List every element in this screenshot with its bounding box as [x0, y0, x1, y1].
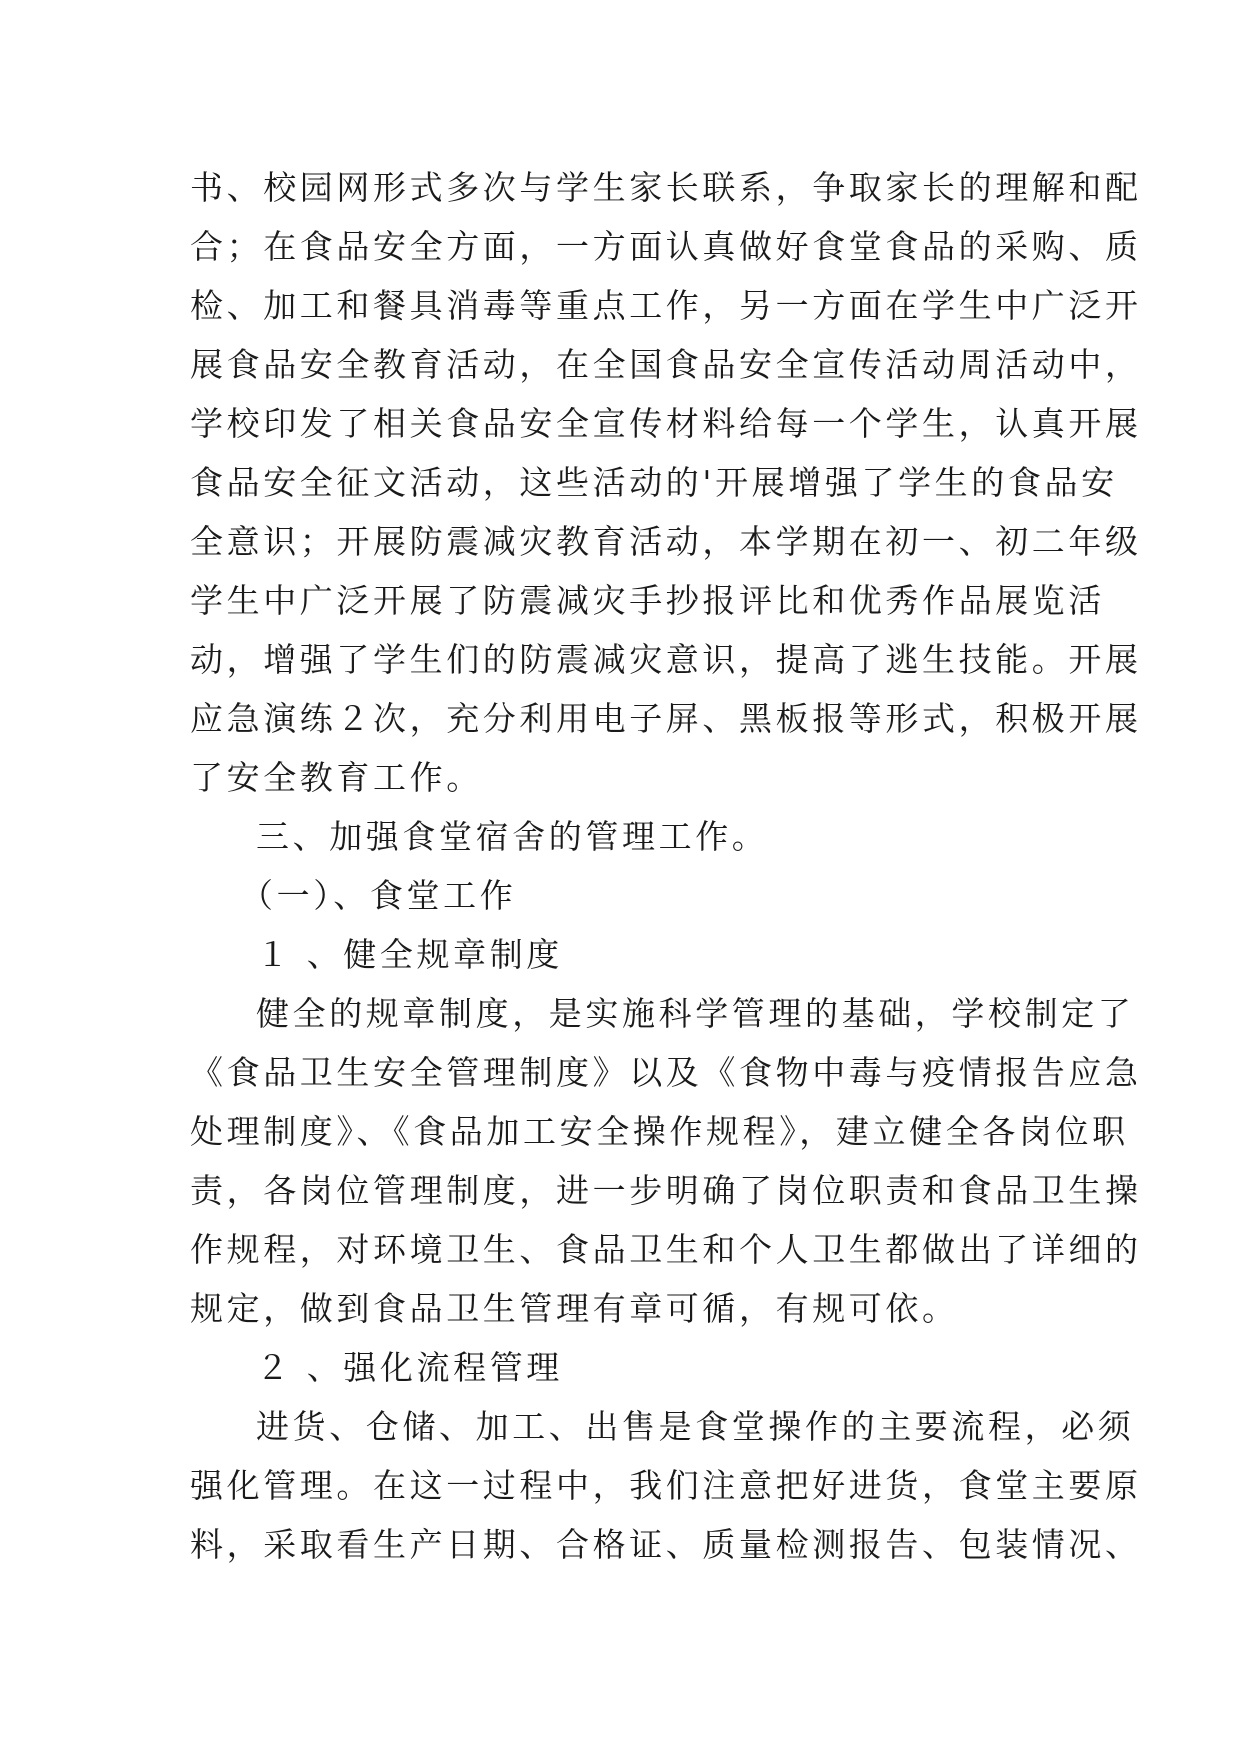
item-heading: ２ 、强化流程管理 [256, 1348, 563, 1387]
text-line: 书、校园网形式多次与学生家长联系，争取家长的理解和配 [190, 168, 1142, 207]
text-line: 料，采取看生产日期、合格证、质量检测报告、包装情况、 [190, 1525, 1142, 1564]
text-line: 食品安全征文活动，这些活动的'开展增强了学生的食品安 [190, 463, 1118, 502]
text-line: 作规程，对环境卫生、食品卫生和个人卫生都做出了详细的 [190, 1230, 1142, 1269]
text-line: 强化管理。在这一过程中，我们注意把好进货，食堂主要原 [190, 1466, 1142, 1505]
text-line: 了安全教育工作。 [190, 758, 483, 797]
subsection-heading: （一）、食堂工作 [240, 876, 517, 915]
text-line: 责，各岗位管理制度，进一步明确了岗位职责和食品卫生操 [190, 1171, 1142, 1210]
text-line: 进货、仓储、加工、出售是食堂操作的主要流程，必须 [256, 1407, 1135, 1446]
text-line: 应急演练２次，充分利用电子屏、黑板报等形式，积极开展 [190, 699, 1142, 738]
text-line: 合；在食品安全方面，一方面认真做好食堂食品的采购、质 [190, 227, 1142, 266]
text-line: 展食品安全教育活动，在全国食品安全宣传活动周活动中， [190, 345, 1142, 384]
text-line: 健全的规章制度，是实施科学管理的基础，学校制定了 [256, 994, 1135, 1033]
body-text [190, 158, 1142, 1574]
text-line: 学校印发了相关食品安全宣传材料给每一个学生，认真开展 [190, 404, 1142, 443]
text-line: 《食品卫生安全管理制度》以及《食物中毒与疫情报告应急 [190, 1053, 1142, 1092]
text-line: 检、加工和餐具消毒等重点工作，另一方面在学生中广泛开 [190, 286, 1142, 325]
text-line: 规定，做到食品卫生管理有章可循，有规可依。 [190, 1289, 959, 1328]
text-line: 学生中广泛开展了防震减灾手抄报评比和优秀作品展览活 [190, 581, 1105, 620]
section-heading: 三、加强食堂宿舍的管理工作。 [256, 817, 769, 856]
text-line: 全意识；开展防震减灾教育活动，本学期在初一、初二年级 [190, 522, 1142, 561]
text-line: 动，增强了学生们的防震减灾意识，提高了逃生技能。开展 [190, 640, 1142, 679]
text-line: 处理制度》、《食品加工安全操作规程》，建立健全各岗位职 [190, 1112, 1129, 1151]
item-heading: １ 、健全规章制度 [256, 935, 563, 974]
